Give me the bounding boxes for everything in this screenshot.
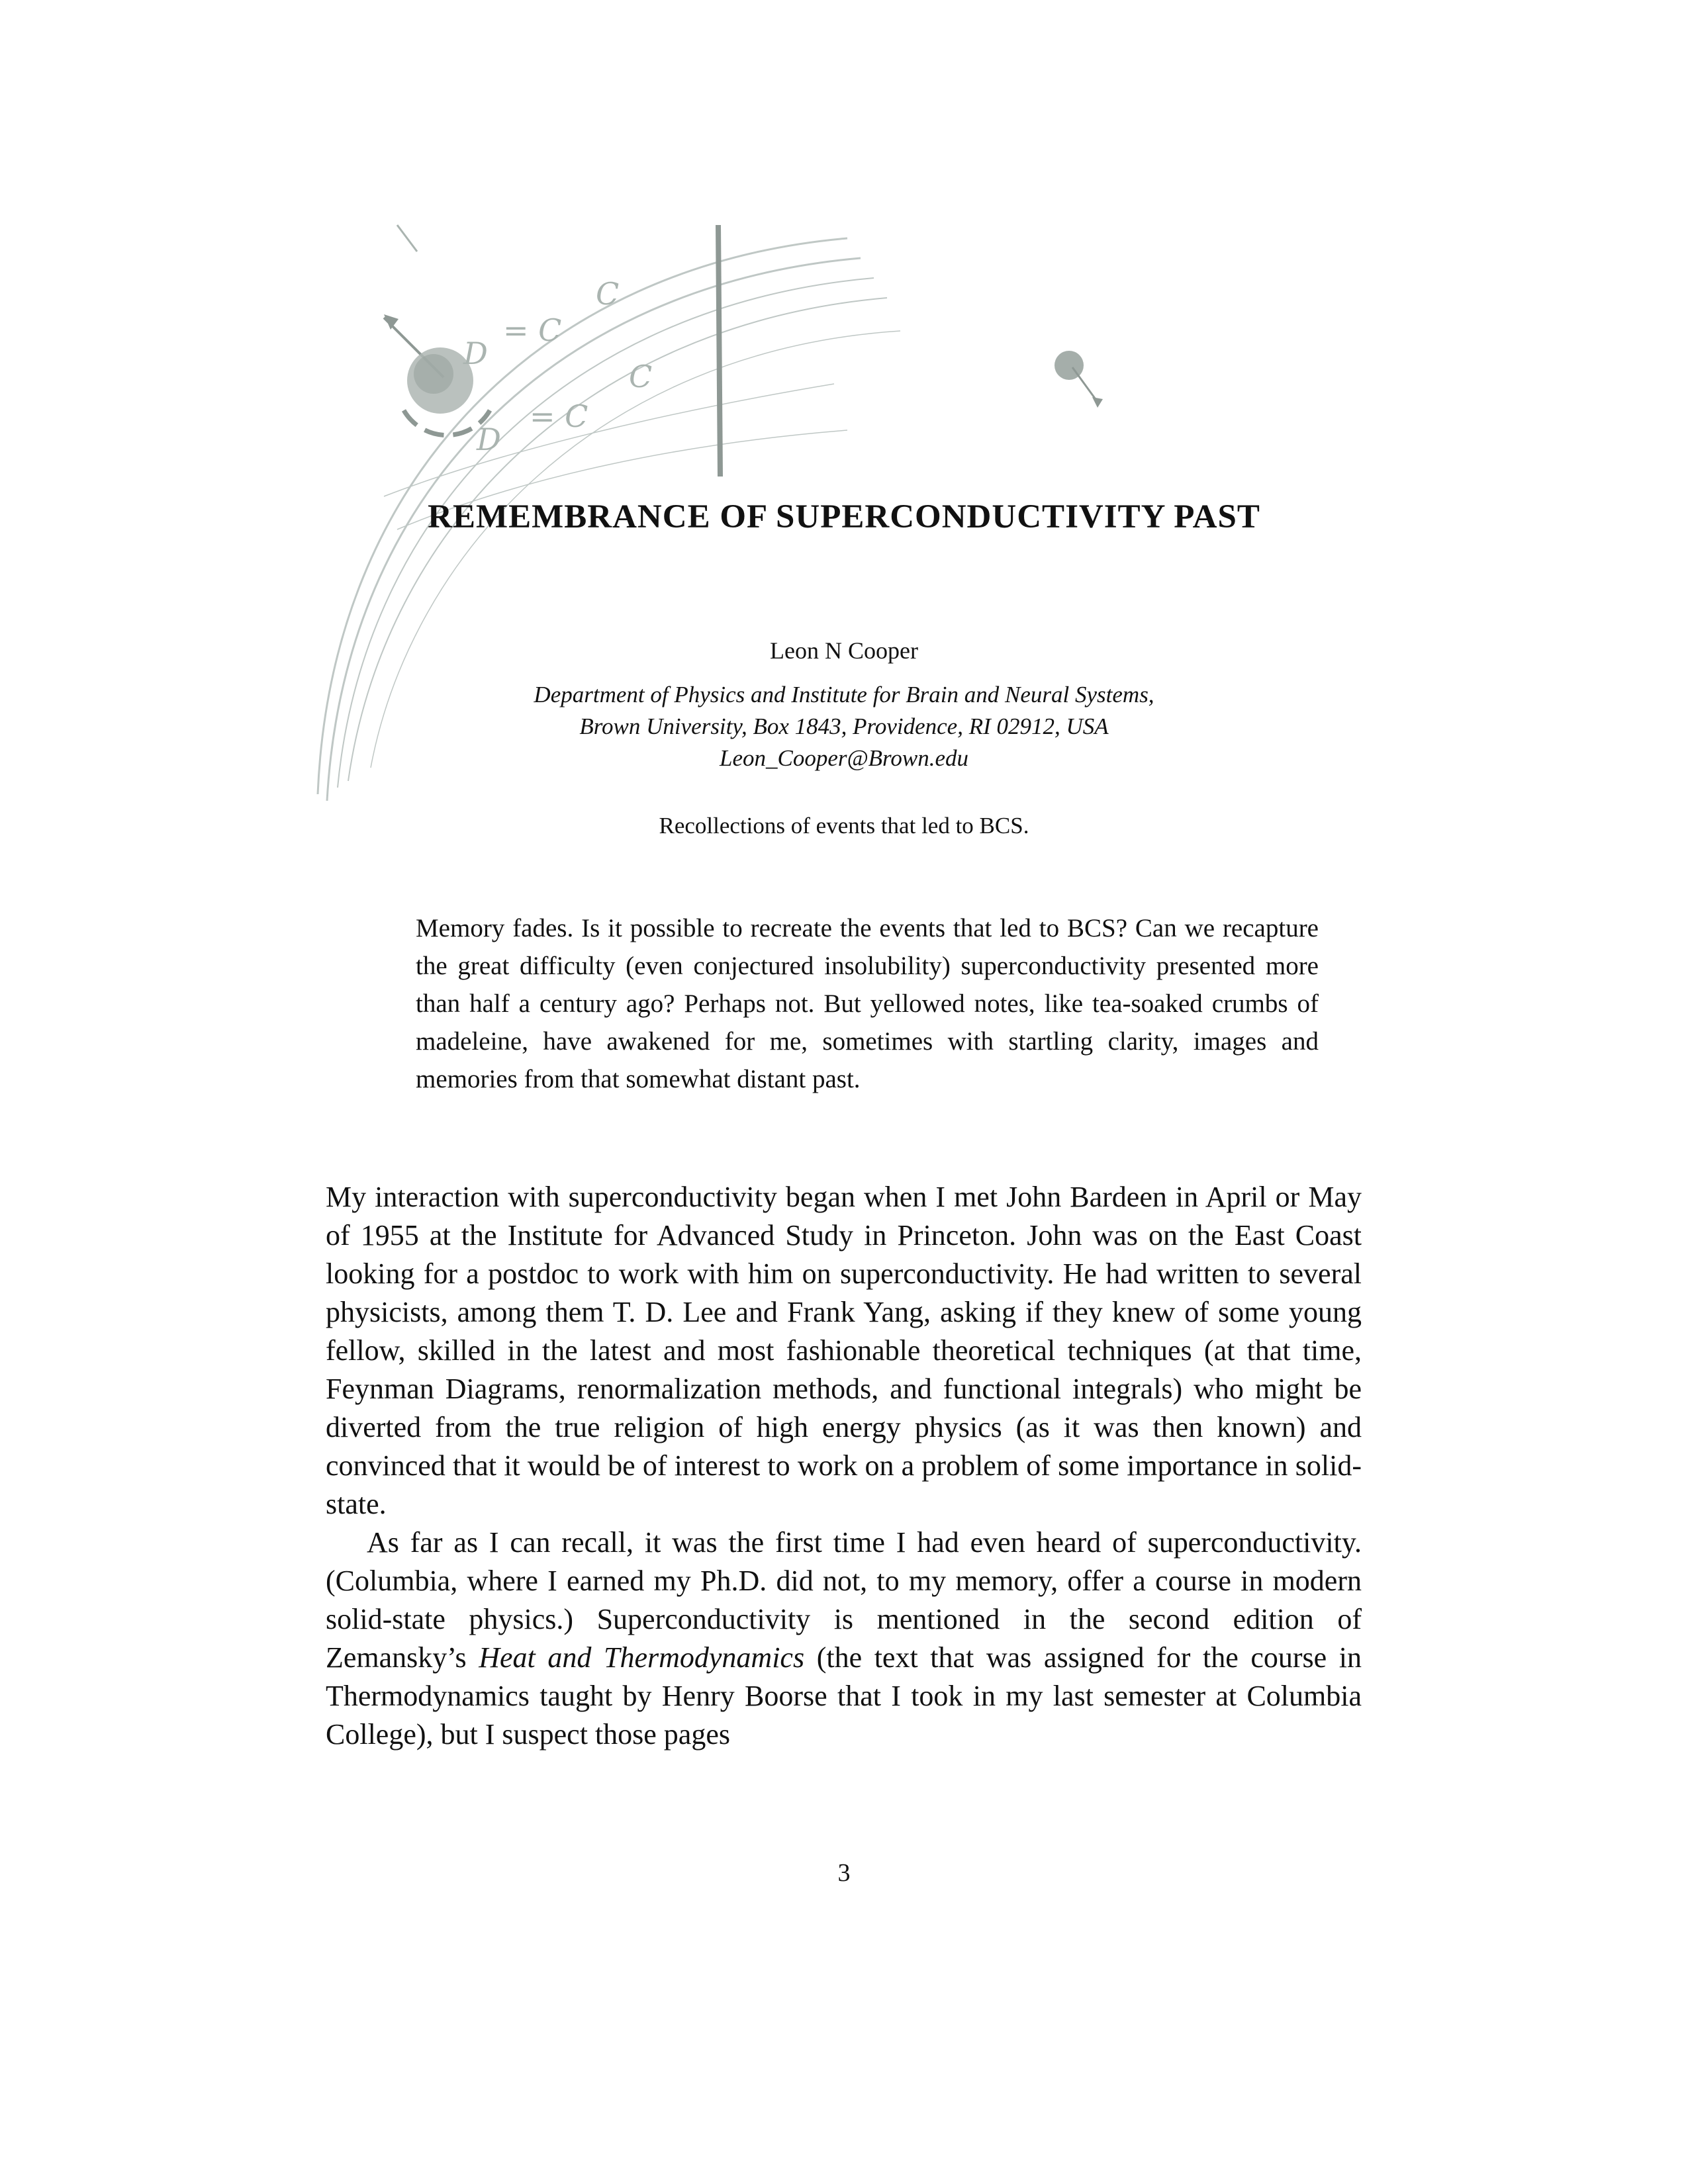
author-affiliation: [0, 679, 1688, 774]
author-name: Leon N Cooper: [770, 637, 918, 664]
paragraph-2-part-b: (the text that was assigned for the course in Thermodynamics taught by Henry Boorse that I took in my last semester at Columbia College), but I suspect those pages: [326, 1641, 1362, 1751]
handwriting-d-lower: D: [477, 422, 501, 457]
paragraph-2-part-a: As far as I can recall, it was the first time I had even heard of superconductivity. (Columbia, where I earned my Ph.D. did not, to my memory, offer a course in modern solid-state physics.) Superconductivity is mentioned in the second edition of Zemansky’s: [326, 1526, 1362, 1674]
body-text: [326, 1178, 1362, 1754]
vertical-stroke: [718, 225, 720, 477]
page-number: 3: [837, 1859, 851, 1887]
affiliation-line-1: Department of Physics and Institute for Brain and Neural Systems,: [534, 682, 1154, 707]
svg-text:= C: = C: [530, 398, 588, 434]
paper-title: REMEMBRANCE OF SUPERCONDUCTIVITY PAST: [428, 498, 1260, 535]
svg-text:= C: = C: [503, 312, 562, 348]
paper-summary: Recollections of events that led to BCS.: [659, 813, 1029, 839]
abstract-paragraph: Memory fades. Is it possible to recreate the events that led to BCS? Can we recapture the great difficulty (even conjectured insolubility) superconductivity presented more than half a century ago? Perhaps not. But yellowed notes, like tea-soaked crumbs of madeleine, have awakened for me, sometimes with startling clarity, images and memories from that somewhat distant past.: [416, 914, 1319, 1093]
book-title-heat-and-thermodynamics: Heat and Thermodynamics: [479, 1641, 805, 1674]
svg-text:C: C: [596, 276, 620, 312]
handwriting-d-upper: D: [463, 336, 488, 371]
author-email: Leon_Cooper@Brown.edu: [719, 745, 969, 771]
svg-text:C: C: [629, 359, 653, 394]
affiliation-line-2: Brown University, Box 1843, Providence, RI 02912, USA: [579, 713, 1109, 739]
body-paragraph-1: My interaction with superconductivity began when I met John Bardeen in April or May of 1955 at the Institute for Advanced Study in Princeton. John was on the East Coast looking for a postdoc to work with him on superconductivity. He had written to several physicists, among them T. D. Lee and Frank Yang, asking if they knew of some young fellow, skilled in the latest and most fashionable theoretical techniques (at that time, Feynman Diagrams, renormalization methods, and functional integrals) who might be diverted from the true religion of high energy physics (as it was then known) and convinced that it would be of interest to work on a problem of some importance in solid-state.: [326, 1181, 1362, 1520]
body-paragraph-2: [326, 1524, 1362, 1754]
